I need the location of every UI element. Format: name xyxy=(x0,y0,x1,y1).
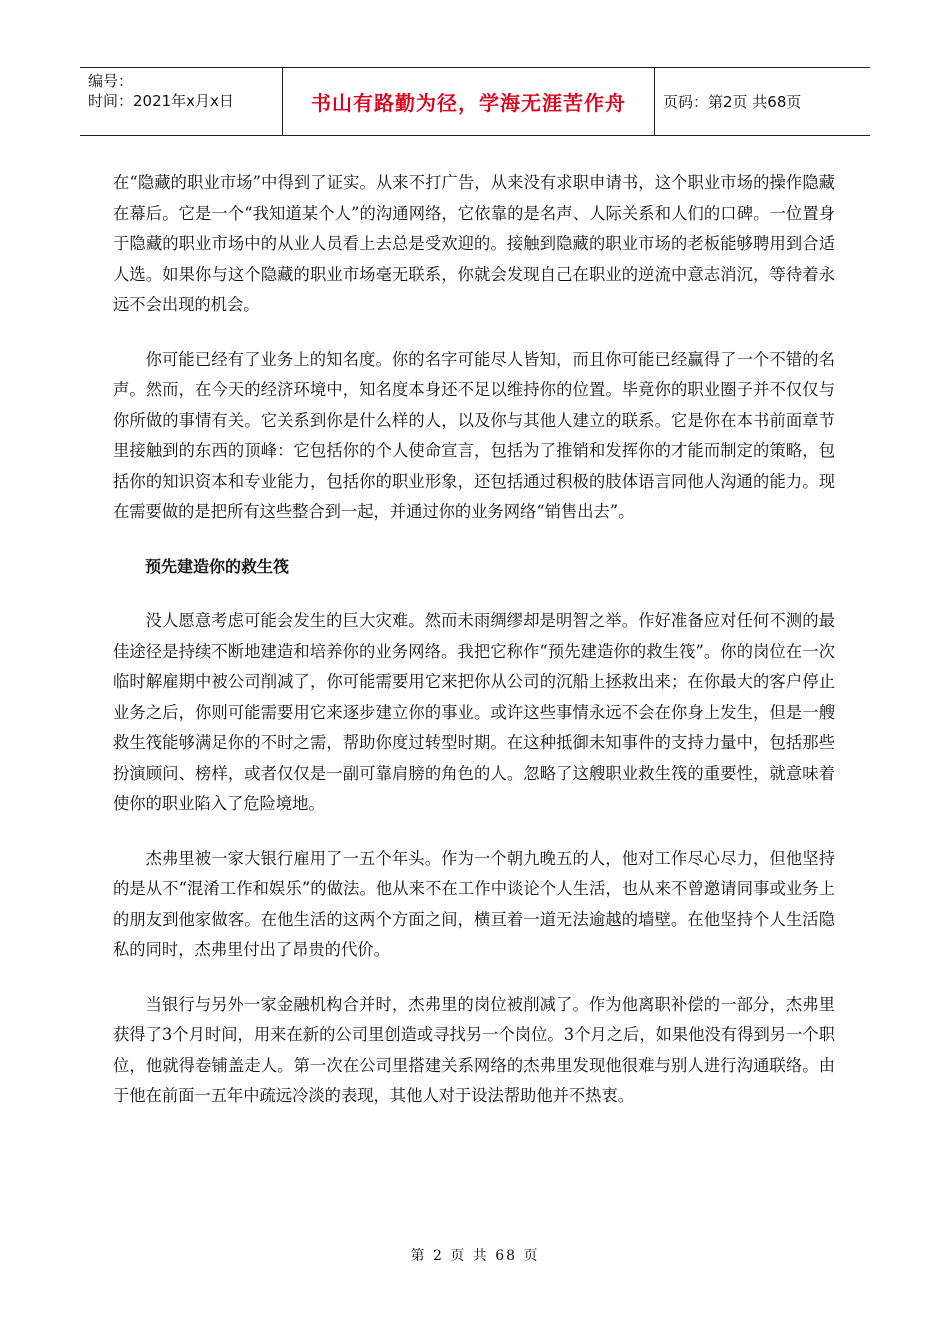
header-motto: 书山有路勤为径，学海无涯苦作舟 xyxy=(283,68,655,135)
header-meta xyxy=(80,68,283,135)
header-page-code: 页码：第2页 共68页 xyxy=(663,93,802,111)
page-header xyxy=(80,67,870,136)
document-body xyxy=(113,168,835,1136)
paragraph: 在“隐藏的职业市场”中得到了证实。从来不打广告，从来没有求职申请书，这个职业市场的操作隐藏在幕后。它是一个“我知道某个人”的沟通网络，它依靠的是名声、人际关系和人们的口碑。一位置身于隐藏的职业市场中的从业人员看上去总是受欢迎的。接触到隐藏的职业市场的老板能够聘用到合适人选。如果你与这个隐藏的职业市场毫无联系，你就会发现自己在职业的逆流中意志消沉，等待着永远不会出现的机会。 xyxy=(113,173,835,314)
paragraph: 杰弗里被一家大银行雇用了一五个年头。作为一个朝九晚五的人，他对工作尽心尽力，但他坚持的是从不“混淆工作和娱乐”的做法。他从来不在工作中谈论个人生活，也从来不曾邀请同事或业务上的朋友到他家做客。在他生活的这两个方面之间，横亘着一道无法逾越的墙壁。在他坚持个人生活隐私的同时，杰弗里付出了昂贵的代价。 xyxy=(113,848,835,959)
document-number-label: 编号： xyxy=(88,72,134,90)
section-heading: 预先建造你的救生筏 xyxy=(145,556,290,576)
paragraph: 你可能已经有了业务上的知名度。你的名字可能尽人皆知，而且你可能已经赢得了一个不错的名声。然而，在今天的经济环境中，知名度本身还不足以维持你的位置。毕竟你的职业圈子并不仅仅与你所做的事情有关。它关系到你是什么样的人，以及你与其他人建立的联系。它是你在本书前面章节里接触到的东西的顶峰：它包括你的个人使命宣言，包括为了推销和发挥你的才能而制定的策略，包括你的知识资本和专业能力，包括你的职业形象，还包括通过积极的肢体语言同他人沟通的能力。现在需要做的是把所有这些整合到一起，并通过你的业务网络“销售出去”。 xyxy=(113,349,835,521)
paragraph: 没人愿意考虑可能会发生的巨大灾难。然而未雨绸缪却是明智之举。作好准备应对任何不测的最佳途径是持续不断地建造和培养你的业务网络。我把它称作“预先建造你的救生筏”。你的岗位在一次临时解雇期中被公司削减了，你可能需要用它来把你从公司的沉船上拯救出来；在你最大的客户停止业务之后，你则可能需要用它来逐步建立你的事业。或许这些事情永远不会在你身上发生，但是一艘救生筏能够满足你的不时之需，帮助你度过转型时期。在这种抵御未知事件的支持力量中，包括那些扮演顾问、榜样，或者仅仅是一副可靠肩膀的角色的人。忽略了这艘职业救生筏的重要性，就意味着使你的职业陷入了危险境地。 xyxy=(113,611,835,813)
document-date: 时间：2021年x月x日 xyxy=(88,92,234,110)
paragraph: 当银行与另外一家金融机构合并时，杰弗里的岗位被削减了。作为他离职补偿的一部分，杰弗里获得了3个月时间，用来在新的公司里创造或寻找另一个岗位。3个月之后，如果他没有得到另一个职位，他就得卷铺盖走人。第一次在公司里搭建关系网络的杰弗里发现他很难与别人进行沟通联络。由于他在前面一五年中疏远冷淡的表现，其他人对于设法帮助他并不热衷。 xyxy=(113,994,835,1105)
page-footer: 第 2 页 共 68 页 xyxy=(410,1248,540,1264)
